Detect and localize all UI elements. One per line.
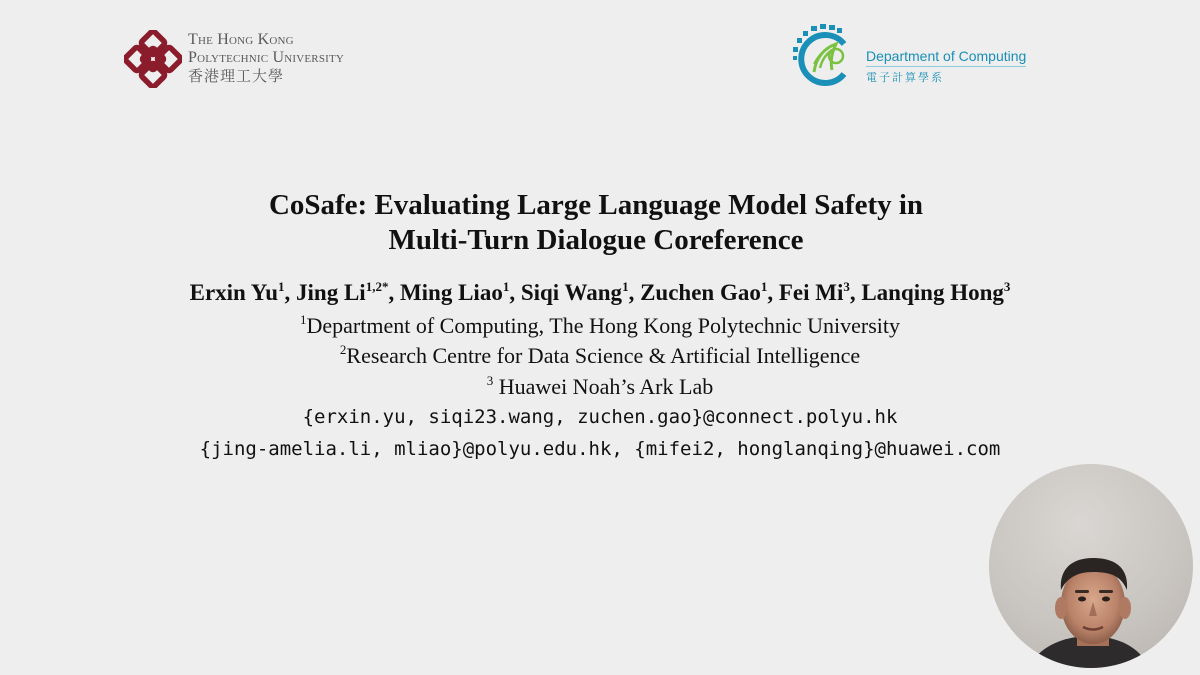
author-affiliation-mark: 1 (760, 279, 768, 294)
polyu-name-line2: Polytechnic University (188, 49, 345, 66)
author-affiliation-mark: 3 (1003, 279, 1011, 294)
doc-emblem-icon (790, 22, 858, 90)
author-affiliation-mark: 1,2* (365, 279, 389, 294)
author-name: Lanqing Hong (861, 280, 1004, 305)
polyu-name-line1: The Hong Kong (188, 31, 294, 48)
author-name: Ming Liao (399, 280, 503, 305)
author-affiliation-mark: 1 (622, 279, 629, 294)
author-name: Jing Li (296, 280, 366, 305)
polyu-wordmark (188, 32, 344, 84)
affiliation-1 (0, 313, 1200, 339)
affiliation-text: Huawei Noah’s Ark Lab (493, 374, 714, 399)
affiliation-mark: 3 (486, 373, 494, 388)
doc-wordmark (866, 48, 1026, 85)
author-affiliation-mark: 3 (843, 279, 850, 294)
doc-name-chinese: 電子計算學系 (866, 71, 944, 84)
title-line-2: Multi-Turn Dialogue Coreference (388, 224, 804, 256)
email-line-2: {jing-amelia.li, mliao}@polyu.edu.hk, {mifei2, honglanqing}@huawei.com (199, 438, 1001, 460)
author-list: Erxin Yu$^1$, Jing $Li^{1,2*}$, Ming Liao$^1$, Siqi Wang$^1$, Zuchen Gao$^1$, Fei Mi$^3$, Lanqing Hong$^3$ (189, 279, 1011, 305)
polyu-name-chinese: 香港理工大學 (188, 67, 285, 85)
speaker-webcam (989, 464, 1193, 668)
speaker-portrait-icon (989, 464, 1193, 668)
doc-logo (790, 22, 1050, 90)
affiliation-mark: 1 (299, 312, 307, 327)
affiliation-text: Research Centre for Data Science & Artificial Intelligence (346, 343, 861, 368)
author-name: Zuchen Gao (640, 280, 761, 305)
author-name: Fei Mi (778, 280, 844, 305)
polyu-emblem-icon (124, 30, 182, 88)
affiliation-text: Department of Computing, The Hong Kong Polytechnic University (306, 313, 900, 338)
paper-title (0, 188, 1192, 258)
affiliation-3 (0, 374, 1200, 400)
affiliation-mark: 2 (339, 342, 347, 357)
email-line-1: {erxin.yu, siqi23.wang, zuchen.gao}@connect.polyu.hk (302, 406, 898, 428)
author-affiliation-mark: 1 (278, 279, 285, 294)
affiliation-2 (0, 343, 1200, 369)
author-affiliation-mark: 1 (502, 279, 510, 294)
polyu-logo (124, 30, 444, 92)
author-name: Erxin Yu (189, 280, 279, 305)
title-line-1: CoSafe: Evaluating Large Language Model Safety in (268, 189, 924, 221)
doc-name-english: Department of Computing (866, 48, 1026, 67)
author-name: Siqi Wang (520, 280, 623, 305)
